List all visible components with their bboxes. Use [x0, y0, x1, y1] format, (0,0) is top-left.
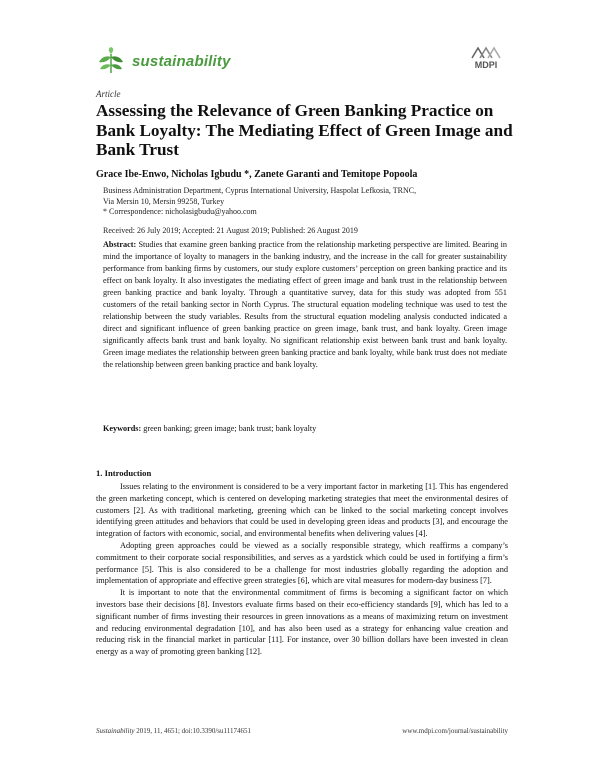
article-title: Assessing the Relevance of Green Banking Practice on Bank Loyalty: The Mediating Effect of Green Image and Bank Trust	[96, 101, 513, 159]
body-paragraph: Adopting green approaches could be viewed as a socially responsible strategy, which reaffirms a company’s commitment to their corporate social responsibilities, and serves as a yardstick which could be used in fortifying a firm’s performance [5]. This is also considered to be a challenge for most industries globally regarding the adoption and implementation of appropriate and effective green strategies [6], which are vital measures for modern-day business [7].	[96, 540, 508, 586]
keywords	[103, 423, 507, 434]
affiliation-line-1: Business Administration Department, Cyprus International University, Haspolat Lefkosia, TRNC,	[103, 186, 417, 195]
publisher-logo	[466, 46, 506, 76]
journal-header	[96, 44, 231, 78]
body-paragraph: Issues relating to the environment is considered to be a very important factor in marketing [1]. This has engendered the green marketing concept, which is centered on developing marketing strategies that meet the environmental desires of customers [2]. As with traditional marketing, greening which can be linked to the social marketing concept involves identifying green attitudes and behaviors that could be used in developing green ideas and products [3], and encourage the integration of factors with economic, social, and environmental benefits when delivering values [4].	[96, 482, 508, 539]
keywords-label: Keywords:	[103, 424, 142, 433]
journal-name: sustainability	[132, 52, 231, 70]
leaf-logo-icon	[96, 46, 126, 76]
introduction-body	[96, 481, 508, 658]
body-paragraph: It is important to note that the environmental commitment of firms is becoming a significant factor on which investors base their decisions [8]. Investors evaluate firms based on their eco-efficiency standards [9], which has led to a significant number of firms investing their resources in green innovations as a means of maximizing return on investment and reducing environmental degradation [10], and has also been used as a strategy for enhancing value creation and reducing risk in the financial market in particular [11]. For instance, over 30 billion dollars have been invested in clean energy as a way of promoting green banking [12].	[96, 588, 508, 657]
mdpi-logo-icon	[466, 46, 506, 60]
article-type-label: Article	[96, 89, 121, 99]
footer-url-link[interactable]: www.mdpi.com/journal/sustainability	[402, 727, 508, 735]
publication-dates: Received: 26 July 2019; Accepted: 21 August 2019; Published: 26 August 2019	[103, 226, 358, 235]
abstract-text: Studies that examine green banking practice from the relationship marketing perspective are limited. Bearing in mind the importance of loyalty to managers in the banking industry, and the increase in the call for greater sustainability performance from banking firms by customers, our study explore customers’ perception on green banking practice and its effect on bank loyalty. It also investigates the mediating effect of green image and bank trust in the relationship between green banking practice and bank loyalty. Through a quantitative survey, data for this study was adopted from 551 customers of the retail banking sector in North Cyprus. The structural equation modeling technique was used to test the relationship between the study variables. Results from the structural equation modeling analysis conducted indicated a direct and significant influence of green banking practice on green image, bank trust, and bank loyalty. Green image significantly affects bank trust and bank loyalty. No significant relationship exist between bank trust and bank loyalty. Green image mediates the relationship between green banking practice and bank loyalty, while bank trust does not mediate the relationship between green banking practice and bank loyalty.	[103, 240, 507, 369]
publisher-name: MDPI	[474, 60, 498, 70]
correspondence-line: * Correspondence: nicholasigbudu@yahoo.com	[103, 207, 257, 216]
affiliation-block	[103, 186, 503, 218]
section-heading-introduction: 1. Introduction	[96, 468, 152, 478]
keywords-text: green banking; green image; bank trust; bank loyalty	[141, 424, 317, 433]
footer-journal: Sustainability	[96, 727, 135, 735]
footer-citation-rest: 2019, 11, 4651; doi:10.3390/su11174651	[134, 727, 251, 735]
author-list: Grace Ibe-Enwo, Nicholas Igbudu *, Zanete Garanti and Temitope Popoola	[96, 169, 418, 180]
abstract-label: Abstract:	[103, 240, 137, 249]
footer-citation	[96, 727, 251, 735]
affiliation-line-2: Via Mersin 10, Mersin 99258, Turkey	[103, 196, 225, 206]
abstract	[103, 239, 507, 371]
